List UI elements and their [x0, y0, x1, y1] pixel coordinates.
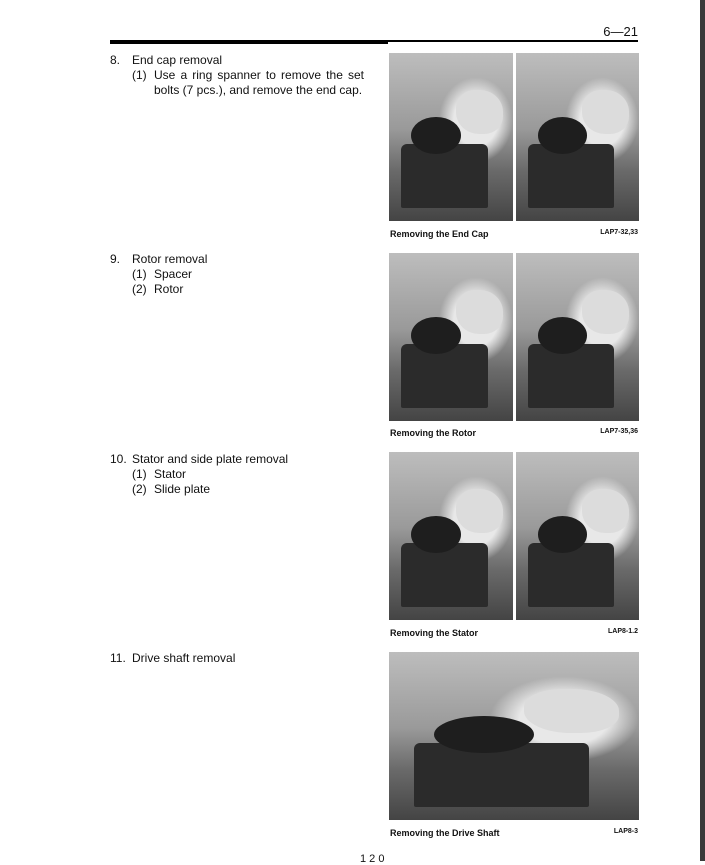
- footer-page-number: 1 2 0: [360, 853, 385, 865]
- section-title: End cap removal: [132, 53, 223, 67]
- section-end-cap-removal: [110, 53, 364, 98]
- step-number: (2): [132, 282, 147, 296]
- caption-drive-shaft: [390, 828, 638, 838]
- step-number: (2): [132, 482, 147, 496]
- section-drive-shaft-removal: [110, 651, 235, 666]
- page-number: 6—21: [603, 24, 638, 39]
- photo-code: LAP7-32,33: [600, 229, 638, 236]
- photo-code: LAP8-3: [613, 828, 638, 835]
- photo-row-drive-shaft: [389, 652, 639, 820]
- caption-text: Removing the Drive Shaft: [390, 828, 500, 838]
- caption-text: Removing the Stator: [390, 628, 479, 638]
- section-number: 8.: [110, 53, 121, 67]
- photo-stator-2: [516, 452, 640, 620]
- section-title: Rotor removal: [132, 252, 208, 266]
- step-number: (1): [132, 267, 147, 281]
- section-stator-removal: [110, 452, 364, 497]
- step-text: Rotor: [154, 282, 184, 296]
- photo-stator-1: [389, 452, 513, 620]
- photo-rotor-1: [389, 253, 513, 421]
- photo-code: LAP7-35,36: [600, 428, 638, 435]
- section-number: 10.: [110, 452, 127, 466]
- header-rule-thick: [110, 40, 388, 44]
- section-rotor-removal: [110, 252, 364, 297]
- caption-text: Removing the Rotor: [390, 428, 477, 438]
- section-number: 11.: [110, 651, 126, 665]
- section-title: Drive shaft removal: [132, 651, 236, 665]
- caption-text: Removing the End Cap: [390, 229, 489, 239]
- section-title: Stator and side plate removal: [132, 452, 289, 466]
- step-text: Stator: [154, 467, 187, 481]
- step-text: Slide plate: [154, 482, 211, 496]
- photo-row-stator: [389, 452, 639, 620]
- photo-code: LAP8-1.2: [608, 628, 638, 635]
- caption-rotor: [390, 428, 638, 438]
- step-text: Spacer: [154, 267, 193, 281]
- section-number: 9.: [110, 252, 121, 266]
- page-edge-border: [700, 0, 705, 861]
- photo-rotor-2: [516, 253, 640, 421]
- photo-drive-shaft: [389, 652, 639, 820]
- step-number: (1): [132, 68, 147, 82]
- step-text: Use a ring spanner to remove the set bolts (7 pcs.), and remove the end cap.: [154, 68, 364, 97]
- caption-stator: [390, 628, 638, 638]
- photo-end-cap-1: [389, 53, 513, 221]
- step-number: (1): [132, 467, 147, 481]
- photo-end-cap-2: [516, 53, 640, 221]
- caption-end-cap: [390, 229, 638, 239]
- photo-row-end-cap: [389, 53, 639, 221]
- photo-row-rotor: [389, 253, 639, 421]
